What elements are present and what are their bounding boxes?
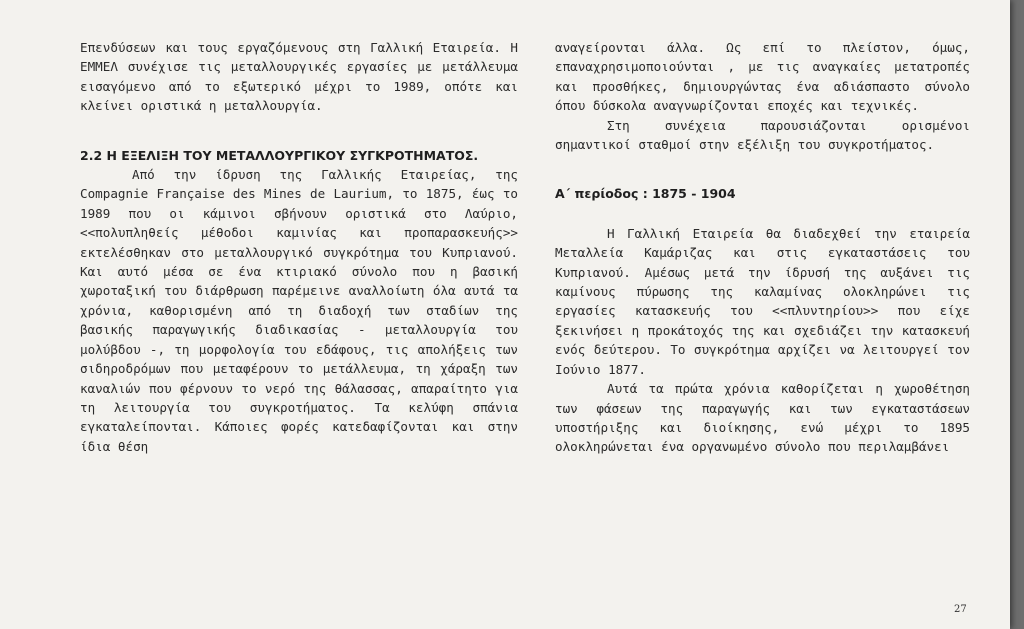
right-column — [555, 38, 970, 457]
paragraph: Η Γαλλική Εταιρεία θα διαδεχθεί την εταιρεία Μεταλλεία Καμάριζας και στις εγκαταστάσεις του Κυπριανού. Αμέσως μετά την ίδρυσή της αυξάνει τις καμίνους πύρωσης της καλαμίνας ολοκληρώνει τις εργασίες κατασκευής του <<πλυντηρίου>> που είχε ξεκινήσει η προκάτοχός της και σχεδιάζει την κατασκευή ενός δεύτερου. Το συγκρότημα αρχίζει να λειτουργεί τον Ιούνιο 1877. — [555, 225, 970, 377]
page-number: 27 — [954, 604, 967, 615]
paragraph: αναγείρονται άλλα. Ως επί το πλείστον, όμως, επαναχρησιμοποιούνται , με τις αναγκαίες μετατροπές και προσθήκες, δημιουργώντας ένα αδιάσπαστο σύνολο όπου δύσκολα αναγνωρίζονται εποχές και τεχνικές. — [555, 40, 970, 114]
section-heading: 2.2 Η ΕΞΕΛΙΞΗ ΤΟΥ ΜΕΤΑΛΛΟΥΡΓΙΚΟΥ ΣΥΓΚΡΟΤΗΜΑΤΟΣ. — [80, 147, 479, 163]
period-heading: Α΄ περίοδος : 1875 - 1904 — [555, 186, 736, 202]
paragraph: Επενδύσεων και τους εργαζόμενους στη Γαλλική Εταιρεία. Η ΕΜΜΕΛ συνέχισε τις μεταλλουργικές εργασίες με μετάλλευμα εισαγόμενο από το εξωτερικό μέχρι το 1989, οπότε και κλείνει οριστικά η μεταλλουργία. — [80, 40, 518, 114]
paragraph: Στη συνέχεια παρουσιάζονται ορισμένοι σημαντικοί σταθμοί στην εξέλιξη του συγκροτήματος. — [555, 117, 970, 153]
paragraph: Από την ίδρυση της Γαλλικής Εταιρείας, της Compagnie Française des Mines de Laurium, το 1875, έως το 1989 που οι κάμινοι σβήνουν οριστικά στο Λαύριο, <<πολυπληθείς μέθοδοι καμινίας και προπαρασκευής>> εκτελέσθηκαν στο μεταλλουργικό συγκρότημα του Κυπριανού. Και αυτό μέσα σε ένα κτιριακό σύνολο που η βασική χωροταξική του διάρθρωση παρέμεινε αναλλοίωτη όλα αυτά τα χρόνια, καθορισμένη από τη διαδοχή των σταδίων της βασικής παραγωγικής διαδικασίας - μεταλλουργία του μολύβδου -, τη μορφολογία του εδάφους, τις απολήξεις των σιδηροδρόμων που μεταφέρουν το μετάλλευμα, τη χάραξη των καναλιών που φέρνουν το νερό της θάλασσας, απαραίτητο για τη λειτουργία του συγκροτήματος. Τα κελύφη σπάνια εγκαταλείπονται. Κάποιες φορές κατεδαφίζονται και στην ίδια θέση — [80, 167, 518, 454]
paragraph: Αυτά τα πρώτα χρόνια καθορίζεται η χωροθέτηση των φάσεων της παραγωγής και των εγκαταστάσεων υποστήριξης και διοίκησης, ενώ μέχρι το 1895 ολοκληρώνεται ένα οργανωμένο σύνολο που περιλαμβάνει — [555, 381, 970, 455]
left-column — [80, 38, 518, 456]
